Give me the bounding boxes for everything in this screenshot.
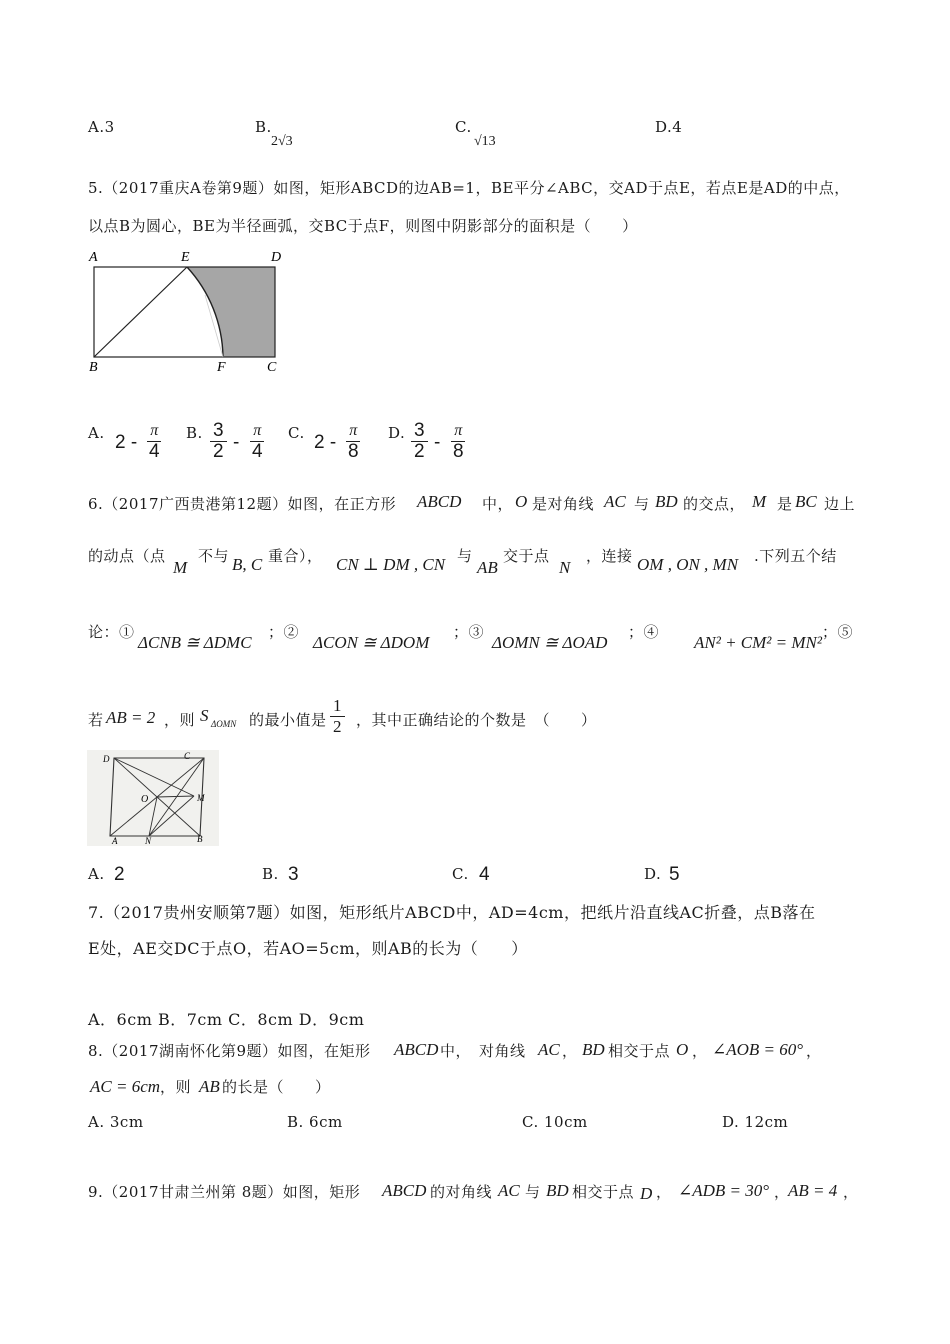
q6-label-b: B	[197, 834, 203, 844]
q8-l2-ab: AB	[199, 1077, 220, 1096]
q8-l1-ac: AC	[538, 1040, 560, 1059]
q4-option-b-label: B.	[255, 118, 272, 136]
q6-l2-d: 与	[457, 547, 473, 565]
q8-option-d: D. 12cm	[722, 1113, 789, 1131]
q5-label-e: E	[181, 250, 190, 265]
q8-l1-o: O	[676, 1040, 689, 1059]
q5-option-c-fraction: π 8	[348, 422, 359, 462]
q9-l1-abcd: ABCD	[382, 1181, 427, 1200]
q5-option-a-fraction: π 4	[149, 422, 160, 462]
q6-l3-b: ；②	[268, 623, 300, 641]
q6-label-o: O	[141, 794, 149, 805]
q6-l2-c: 重合），	[268, 547, 323, 565]
q5-option-d-fraction2: π 8	[453, 422, 464, 462]
q9-l1-bd: BD	[546, 1181, 569, 1200]
q6-l4-s: S	[200, 706, 209, 725]
q6-option-a-label: A.	[88, 865, 105, 883]
q5-label-c: C	[267, 360, 277, 375]
q6-l1-bd: BD	[655, 492, 678, 511]
q9-l1-f: ，	[774, 1183, 790, 1201]
q8-option-c: C. 10cm	[522, 1113, 588, 1131]
q6-l2-segs: OM , ON , MN	[637, 555, 739, 574]
q6-l2-g: .下列五个结	[754, 547, 837, 565]
q6-l1-o: O	[515, 492, 528, 511]
q4-option-c-label: C.	[455, 118, 472, 136]
q5-option-c-label: C.	[288, 424, 305, 442]
q7-line2: E处，AE交DC于点O，若AO=5cm，则AB的长为（ ）	[88, 939, 528, 958]
q5-label-d: D	[271, 250, 282, 265]
q4-option-b-value: 2√3	[271, 134, 293, 149]
q6-l4-c: 的最小值是	[249, 711, 327, 729]
q6-l1-abcd: ABCD	[417, 492, 462, 511]
q9-l1-o: D	[640, 1184, 653, 1203]
q6-l4-a: 若	[88, 711, 104, 729]
q6-l4-fraction: $\frac{1}{2}$	[330, 696, 345, 737]
q8-l2-ac: AC = 6cm	[90, 1077, 161, 1096]
q6-l2-ab: AB	[477, 558, 498, 577]
q6-l1-g: 边上	[824, 495, 856, 513]
q5-option-b-fraction2: π 4	[252, 422, 263, 462]
q6-l3-c: ；③	[453, 623, 485, 641]
q5-shaded-region	[187, 267, 275, 357]
q6-l1-m: M	[752, 492, 767, 511]
q6-l3-d: ；④	[628, 623, 660, 641]
q5-line1: 5.（2017重庆A卷第9题）如图，矩形ABCD的边AB=1，BE平分∠ABC，交AD于点E，若点E是AD的中点，	[88, 179, 850, 197]
q4-option-d: D.4	[655, 118, 683, 136]
q6-conclusion-2: ΔCON ≅ ΔDOM	[313, 633, 430, 652]
q8-l1-e: ，	[692, 1042, 708, 1060]
q9-l1-g: ，	[843, 1183, 859, 1201]
q9-l1-a: 9.（2017甘肃兰州第 8题）如图，矩形	[88, 1183, 361, 1201]
q6-option-c-label: C.	[452, 865, 469, 883]
q6-option-d-value: 5	[669, 864, 680, 885]
q6-label-d: D	[103, 754, 110, 764]
q6-l1-d: 与	[634, 495, 650, 513]
q6-l1-f: 是	[777, 495, 793, 513]
q8-l1-abcd: ABCD	[394, 1040, 439, 1059]
q6-option-d-label: D.	[644, 865, 662, 883]
q6-l4-b: ，则	[164, 711, 196, 729]
q5-option-a-label: A.	[88, 424, 105, 442]
q8-l1-a: 8.（2017湖南怀化第9题）如图，在矩形	[88, 1042, 371, 1060]
q9-l1-ab: AB = 4	[788, 1181, 838, 1200]
q6-l1-e: 的交点，	[683, 495, 746, 513]
q6-l4-ab: AB = 2	[106, 708, 156, 727]
q8-option-b: B. 6cm	[287, 1113, 343, 1131]
q6-l3-a: 论：①	[88, 623, 135, 641]
q5-option-c-int: 2 -	[314, 432, 337, 453]
q6-option-c-value: 4	[479, 864, 490, 885]
q8-l2-a: ，则	[160, 1078, 192, 1096]
q5-option-a-int: 2 -	[115, 432, 138, 453]
q6-l2-bc: B, C	[232, 555, 263, 574]
q6-l2-a: 的动点（点	[88, 547, 166, 565]
q7-line1: 7.（2017贵州安顺第7题）如图，矩形纸片ABCD中，AD=4cm，把纸片沿直线AC折叠，点B落在	[88, 903, 816, 922]
q5-option-b-minus: -	[233, 432, 240, 453]
q6-label-n: N	[145, 836, 152, 846]
q6-l1-ac: AC	[604, 492, 626, 511]
q9-l1-e: ，	[656, 1183, 672, 1201]
q8-l1-d: 相交于点	[608, 1042, 671, 1060]
q6-l1-a: 6.（2017广西贵港第12题）如图，在正方形	[88, 495, 397, 513]
q5-option-d-fraction1: $\frac{3}{2}$	[411, 421, 428, 462]
q9-l1-c: 与	[525, 1183, 541, 1201]
q6-conclusion-3: ΔOMN ≅ ΔOAD	[492, 633, 608, 652]
q7-options: A．6cm B．7cm C．8cm D．9cm	[88, 1010, 365, 1029]
q5-label-b: B	[89, 360, 98, 375]
q9-l1-d: 相交于点	[572, 1183, 635, 1201]
q8-l2-b: 的长是（ ）	[222, 1078, 331, 1096]
q4-option-a: A.3	[88, 118, 115, 136]
q6-l2-perp: CN ⊥ DM , CN	[336, 555, 446, 574]
q6-l4-sub: ΔOMN	[211, 719, 237, 729]
q5-label-a: A	[89, 250, 98, 265]
q5-option-d-minus: -	[434, 432, 441, 453]
q6-l2-e: 交于点	[503, 547, 550, 565]
q6-option-a-value: 2	[114, 864, 125, 885]
q6-conclusion-4: AN² + CM² = MN²	[694, 633, 822, 652]
q6-l1-b: 中，	[482, 495, 514, 513]
q6-l2-m: M	[173, 558, 188, 577]
q6-conclusion-1: ΔCNB ≅ ΔDMC	[138, 633, 252, 652]
q6-l2-b: 不与	[198, 547, 230, 565]
q6-l2-n: N	[559, 558, 571, 577]
q4-option-c-value: √13	[474, 134, 496, 149]
q6-label-a: A	[112, 836, 118, 846]
q8-l1-c: ，	[562, 1042, 578, 1060]
q6-label-c: C	[184, 751, 191, 761]
q6-l3-e: ；⑤	[822, 623, 854, 641]
q5-option-b-fraction1: $\frac{3}{2}$	[210, 421, 227, 462]
q6-option-b-label: B.	[262, 865, 279, 883]
q6-l4-d: ，其中正确结论的个数是 （ ）	[356, 711, 597, 729]
q5-segment-be	[94, 267, 187, 357]
q5-label-f: F	[217, 360, 226, 375]
q5-figure	[85, 245, 290, 375]
q5-line2: 以点B为圆心，BE为半径画弧，交BC于点F，则图中阴影部分的面积是（ ）	[88, 217, 638, 235]
q6-l1-bc: BC	[795, 492, 817, 511]
q9-l1-b: 的对角线	[430, 1183, 493, 1201]
q5-option-d-label: D.	[388, 424, 406, 442]
q6-option-b-value: 3	[288, 864, 299, 885]
q5-option-b-label: B.	[186, 424, 203, 442]
q9-l1-ac: AC	[498, 1181, 520, 1200]
q6-l1-c: 是对角线	[532, 495, 595, 513]
q9-l1-angle: ∠ADB = 30°	[678, 1181, 770, 1200]
q6-figure	[87, 750, 219, 846]
q8-l1-b: 中， 对角线	[440, 1042, 526, 1060]
q8-l1-bd: BD	[582, 1040, 605, 1059]
q8-option-a: A. 3cm	[88, 1113, 144, 1131]
q8-l1-f: ，	[806, 1042, 822, 1060]
q6-l2-f: ，连接	[586, 547, 633, 565]
q6-label-m: M	[197, 793, 205, 803]
q8-l1-angle: ∠AOB = 60°	[712, 1040, 804, 1059]
